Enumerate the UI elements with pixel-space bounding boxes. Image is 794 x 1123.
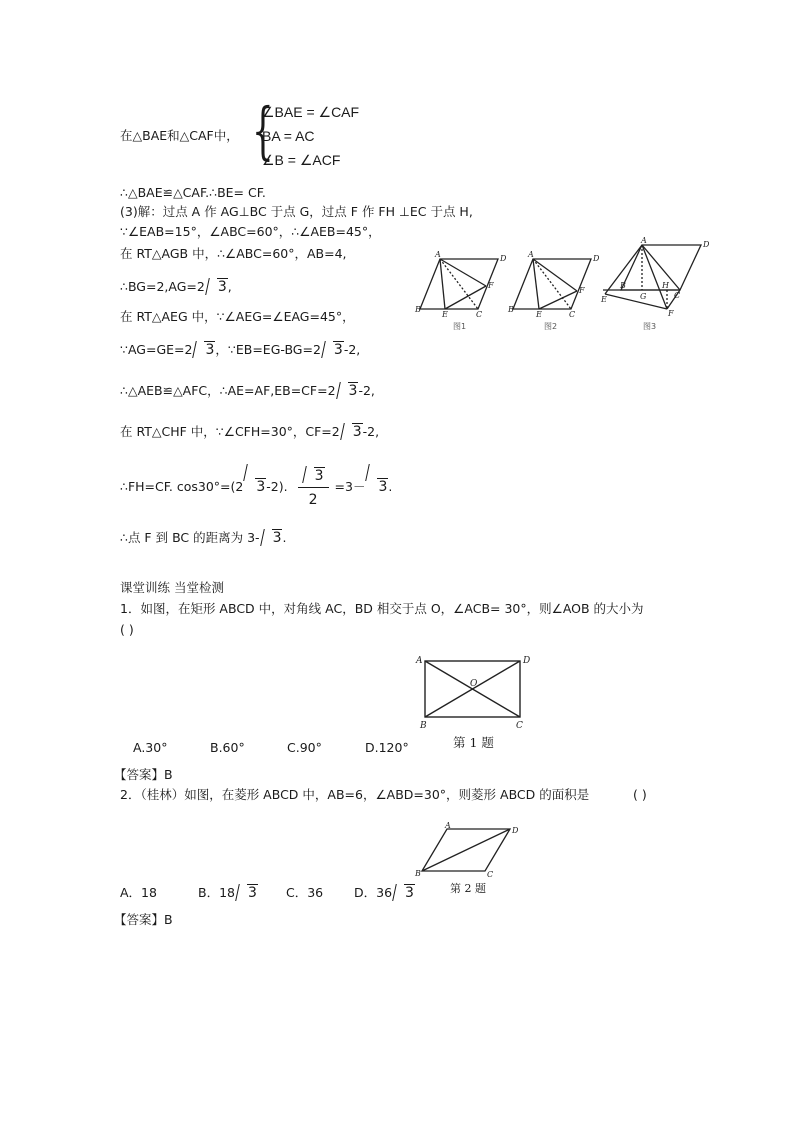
svg-text:F: F (579, 286, 585, 295)
q1-option-d: D.120° (365, 740, 409, 755)
svg-text:C: C (516, 721, 523, 731)
svg-text:A: A (445, 821, 451, 830)
svg-text:F: F (668, 309, 674, 318)
svg-text:B: B (620, 281, 626, 290)
fig1-af (440, 259, 486, 286)
q1-answer: 【答案】B (114, 767, 173, 782)
svg-text:E: E (536, 310, 542, 319)
q1-option-a: A.30° (133, 740, 168, 755)
q1-caption: 第 1 题 (453, 735, 494, 750)
system-prefix: 在△BAE和△CAF中， (120, 128, 239, 143)
sqrt-3: 3 (394, 885, 415, 901)
svg-text:B: B (508, 305, 514, 314)
svg-text:A: A (435, 250, 441, 259)
svg-text:E: E (442, 310, 448, 319)
sqrt-3: 3 (194, 342, 215, 358)
svg-text:D: D (703, 240, 710, 249)
q2-option-b: B．18 3 (198, 885, 257, 901)
svg-text:C: C (487, 870, 494, 879)
fraction-sqrt3-over-2: $\frac{3}{2}$ (298, 467, 329, 509)
system-line-1: ∠BAE = ∠CAF (262, 104, 360, 120)
q2-option-d: D．36 3 (354, 885, 414, 901)
svg-text:图1: 图1 (453, 322, 467, 331)
q2-caption: 第 2 题 (450, 882, 486, 895)
svg-text:F: F (488, 281, 494, 290)
svg-text:图2: 图2 (544, 322, 558, 331)
section-title: 课堂训练 当堂检测 (120, 580, 224, 595)
sqrt-3: 3 (207, 279, 228, 295)
svg-text:D: D (523, 656, 531, 666)
fig2-ef (539, 291, 577, 309)
q1-paren: ( ) (120, 622, 134, 637)
q2-paren: ( ) (633, 787, 647, 802)
svg-text:D: D (512, 826, 519, 835)
line-rt-agb: 在 RT△AGB 中，∴∠ABC=60°，AB=4, (120, 246, 347, 261)
svg-text:A: A (528, 250, 534, 259)
svg-text:E: E (601, 295, 607, 304)
svg-text:D: D (500, 254, 507, 263)
svg-text:图3: 图3 (643, 322, 657, 331)
svg-text:A: A (416, 656, 423, 666)
line-part3-intro: (3)解：过点 A 作 AG⊥BC 于点 G，过点 F 作 FH ⊥EC 于点 H, (120, 204, 473, 219)
system-brace: { (252, 94, 274, 167)
sqrt-3: 3 (367, 465, 388, 509)
figures-1-3 (410, 236, 710, 336)
fig3-ef (605, 294, 667, 309)
sqrt-3: 3 (245, 465, 266, 509)
svg-text:A: A (641, 236, 647, 245)
svg-text:H: H (662, 281, 669, 290)
svg-text:G: G (640, 292, 647, 301)
sqrt-3: 3 (237, 885, 258, 901)
q1-option-b: B.60° (210, 740, 245, 755)
fig2-parallelogram (513, 259, 591, 309)
q2-answer: 【答案】B (114, 912, 173, 927)
fig2-af (533, 259, 577, 291)
line-distance: ∴点 F 到 BC 的距离为 3- 3. (120, 530, 287, 546)
line-bg-ag: ∴BG=2,AG=2 3, (120, 279, 232, 295)
svg-text:B: B (420, 721, 427, 731)
svg-text:C: C (476, 310, 483, 319)
line-rt-chf: 在 RT△CHF 中，∵∠CFH=30°，CF=2 3-2, (120, 424, 380, 440)
q2-option-a: A．18 (120, 885, 157, 900)
svg-text:C: C (569, 310, 576, 319)
svg-text:B: B (415, 305, 421, 314)
system-line-2: BA = AC (262, 128, 315, 144)
line-aeb-afc: ∴△AEB≌△AFC，∴AE=AF,EB=CF=2 3-2, (120, 383, 375, 399)
line-fh: ∴FH=CF. cos30°=(2 3-2). $\frac{3}{2}$ =3－ 3. (120, 465, 392, 509)
q1-rectangle-figure (410, 652, 540, 732)
line-congruent: ∴△BAE≌△CAF.∴BE= CF. (120, 185, 266, 200)
sqrt-3: 3 (338, 383, 359, 399)
fig3-ac (642, 245, 680, 290)
svg-text:O: O (470, 679, 478, 689)
line-rt-aeg: 在 RT△AEG 中，∵∠AEG=∠EAG=45°， (120, 309, 355, 324)
q2-option-c: C．36 (286, 885, 324, 900)
line-angles: ∵∠EAB=15°，∠ABC=60°，∴∠AEB=45°， (120, 224, 381, 239)
system-line-3: ∠B = ∠ACF (262, 152, 341, 168)
svg-text:C: C (674, 291, 681, 300)
sqrt-3: 3 (323, 342, 344, 358)
svg-text:B: B (415, 869, 421, 878)
sqrt-3: 3 (342, 424, 363, 440)
line-ag-ge: ∵AG=GE=2 3，∵EB=EG-BG=2 3-2, (120, 342, 361, 358)
svg-text:D: D (593, 254, 600, 263)
q1-option-c: C.90° (287, 740, 322, 755)
sqrt-3: 3 (262, 530, 283, 546)
q2-rhombus-figure (412, 820, 522, 880)
q1-stem: 1．如图，在矩形 ABCD 中，对角线 AC，BD 相交于点 O，∠ACB= 30°，则∠AOB 的大小为 (120, 601, 644, 616)
fig1-ae (440, 259, 445, 309)
q2-stem: 2．（桂林）如图，在菱形 ABCD 中，AB=6，∠ABD=30°，则菱形 ABCD 的面积是 (120, 787, 590, 802)
